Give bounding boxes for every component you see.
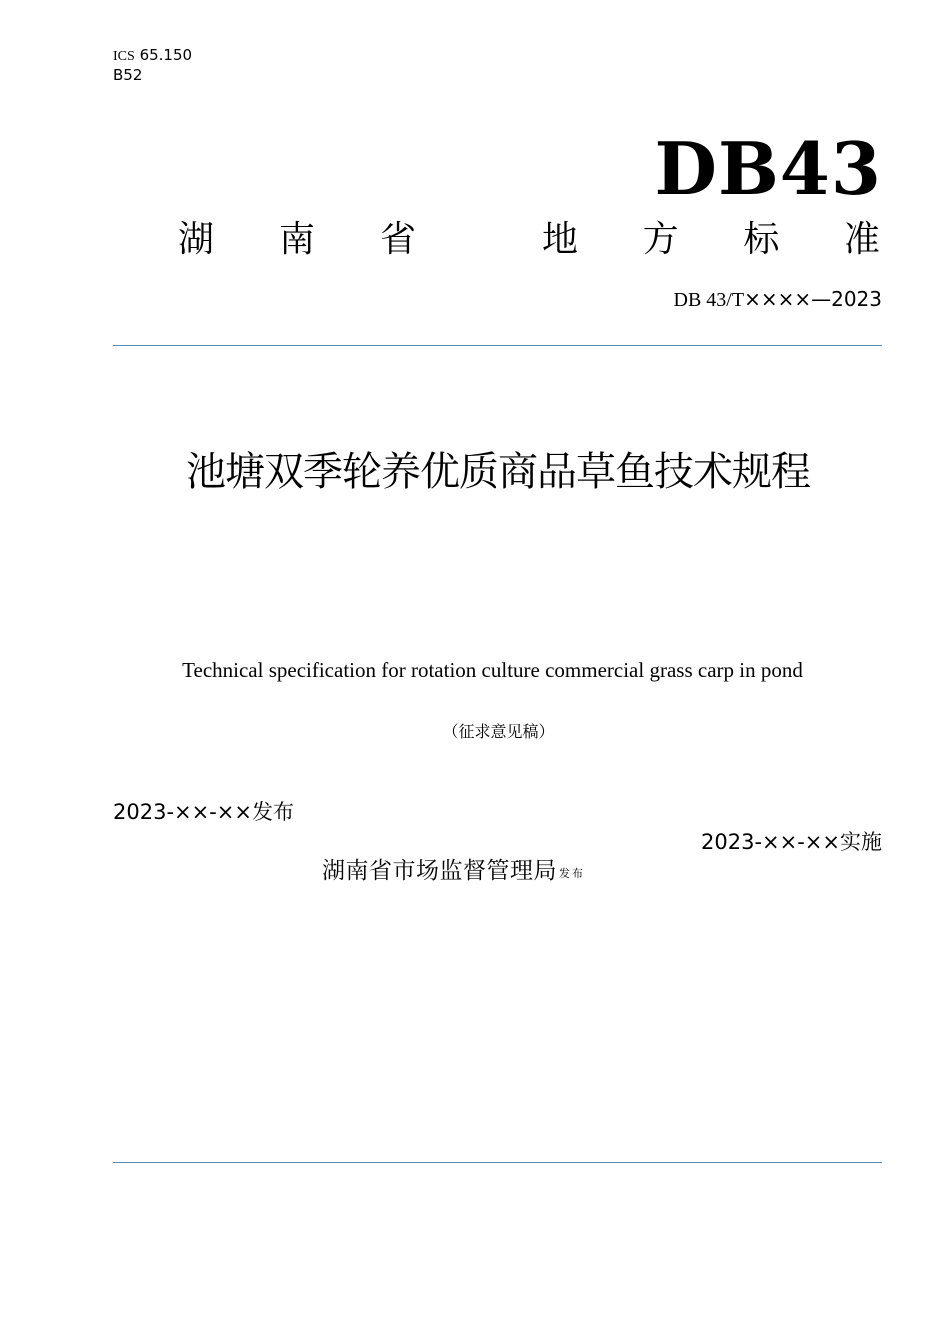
standard-number xyxy=(674,286,883,313)
org-title-char: 南 xyxy=(278,219,315,260)
standard-code: DB43 xyxy=(654,126,882,211)
publish-date: 2023-××-××发布 xyxy=(113,800,294,824)
org-title-char: 方 xyxy=(642,219,679,260)
classification-code: B52 xyxy=(113,66,143,84)
standard-number-rest: ××××—2023 xyxy=(744,287,882,311)
issuer-suffix: 发布 xyxy=(559,867,585,880)
top-divider xyxy=(113,345,882,346)
ics-code xyxy=(113,46,192,66)
bottom-divider xyxy=(113,1162,882,1163)
org-title-char: 地 xyxy=(542,219,579,260)
org-title-char: 湖 xyxy=(178,219,215,260)
document-title-chinese: 池塘双季轮养优质商品草鱼技术规程 xyxy=(186,449,810,495)
standard-number-prefix: DB 43/T xyxy=(673,289,745,311)
effective-date: 2023-××-××实施 xyxy=(701,830,882,854)
org-title-char: 准 xyxy=(843,219,880,260)
org-title-province xyxy=(178,216,416,264)
ics-label: ICS xyxy=(113,49,135,64)
issuer-name: 湖南省市场监督管理局 xyxy=(322,858,557,884)
org-title-char: 标 xyxy=(743,219,780,260)
issuing-authority xyxy=(322,854,585,888)
ics-value: 65.150 xyxy=(139,46,193,64)
draft-note: （征求意见稿） xyxy=(442,722,555,741)
org-title-char: 省 xyxy=(379,219,416,260)
org-title-local-standard xyxy=(542,216,880,264)
document-title-english: Technical specification for rotation culture commercial grass carp in pond xyxy=(182,658,803,682)
